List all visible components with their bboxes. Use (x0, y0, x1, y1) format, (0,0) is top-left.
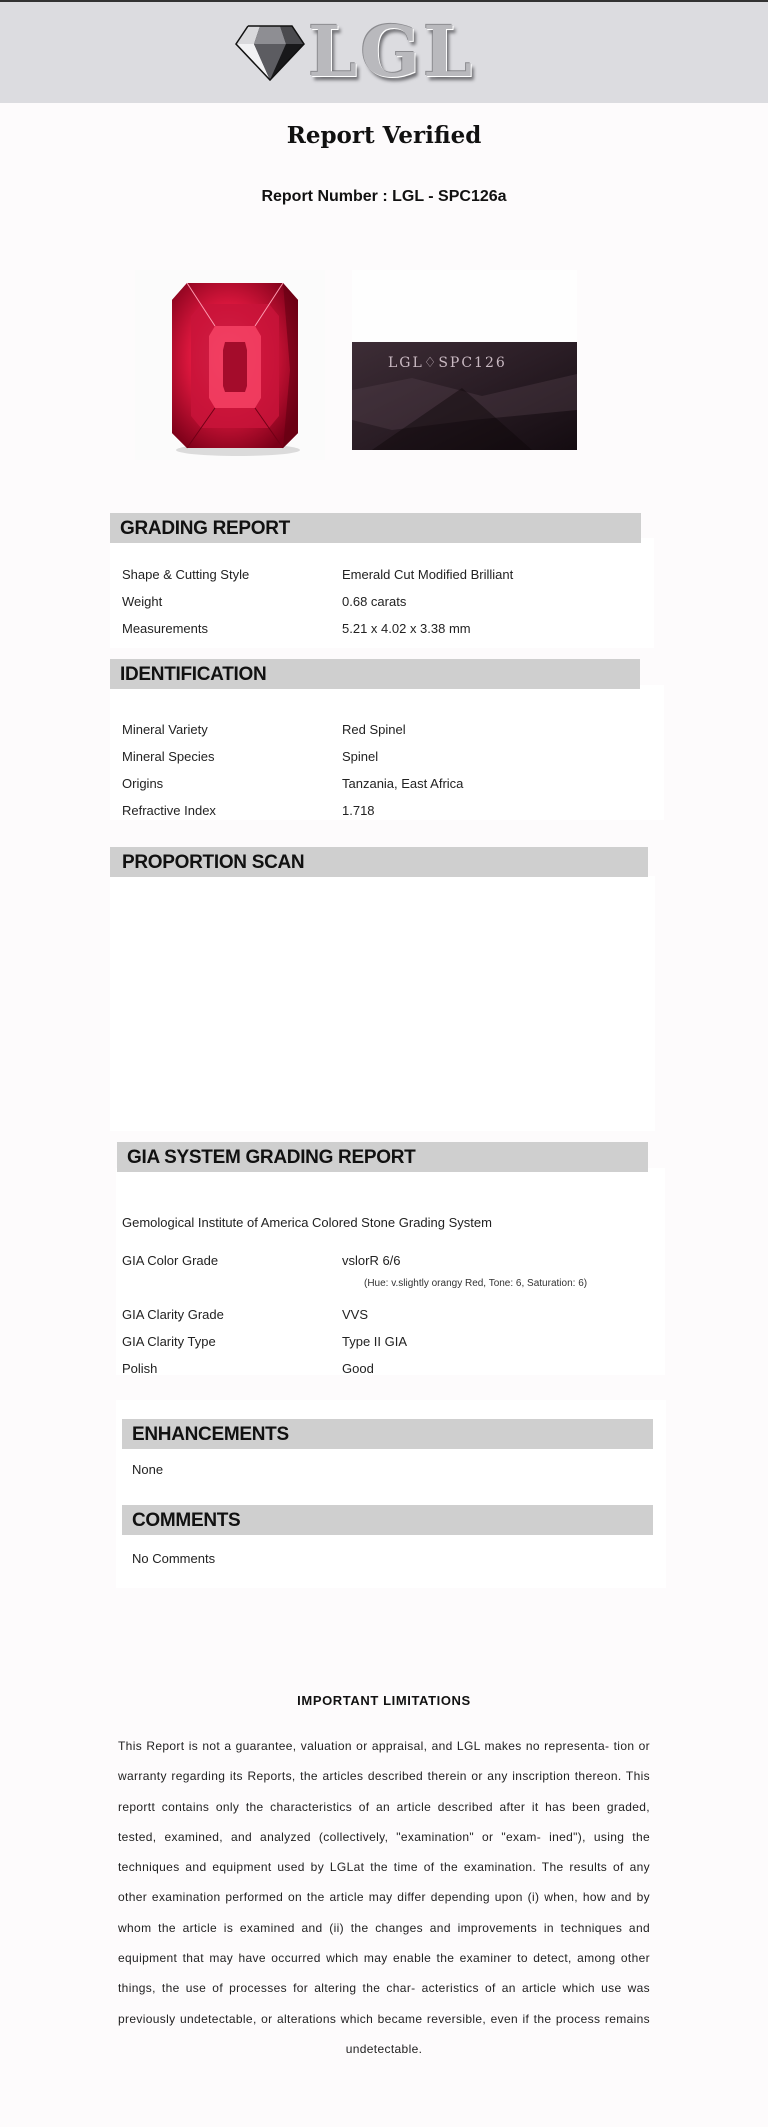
enhancements-value: None (132, 1462, 164, 1477)
row-label: Weight (122, 594, 163, 609)
gia-report-header: GIA SYSTEM GRADING REPORT (117, 1142, 648, 1172)
identification-header: IDENTIFICATION (110, 659, 640, 689)
gia-system-intro: Gemological Institute of America Colored Stone Grading System (122, 1215, 492, 1230)
limitations-text: This Report is not a guarantee, valuation or appraisal, and LGL makes no representa- tion or warranty regarding its Reports, the articles described therein or any inscription thereon. This reportt contains only the characteristics of an article described after it has been graded, tested, examined, and analyzed (collectively, "examination" or "exam- ined"), using the techniques and equipment used by LGLat the time of the examination. The results of any other examination performed on the article may differ depending upon (i) when, how and by whom the article is examined and (ii) the changes and improvements in techniques and equipment that may have occurred which may enable the examiner to detect, among other things, the use of processes for altering the char- acteristics of an article which use was previously undetectable, or alterations which became reversible, even if the process remains undetectable. (118, 1739, 650, 2056)
color-grade-note: (Hue: v.slightly orangy Red, Tone: 6, Saturation: 6) (364, 1278, 588, 1289)
enhancements-header: ENHANCEMENTS (122, 1419, 653, 1449)
row-value: VVS (342, 1307, 369, 1322)
row-value: Spinel (342, 749, 379, 764)
row-value: vslorR 6/6 (342, 1253, 401, 1268)
row-label: GIA Color Grade (122, 1253, 219, 1268)
header-bar (0, 2, 768, 103)
row-value: Emerald Cut Modified Brilliant (342, 567, 514, 582)
logo-text: LGL (308, 10, 476, 93)
row-label: Polish (122, 1361, 158, 1376)
row-label: Mineral Species (122, 749, 215, 764)
grading-report-header: GRADING REPORT (110, 513, 641, 543)
limitations-title: IMPORTANT LIMITATIONS (297, 1693, 471, 1708)
page-title: Report Verified (286, 122, 482, 149)
row-label: Shape & Cutting Style (122, 567, 250, 582)
comments-header: COMMENTS (122, 1505, 653, 1535)
row-value: Type II GIA (342, 1334, 408, 1349)
proportion-scan-area (110, 876, 655, 1131)
report-number: Report Number : LGL - SPC126a (261, 188, 507, 205)
proportion-scan-header: PROPORTION SCAN (110, 847, 648, 877)
diamond-icon (234, 20, 306, 82)
row-label: Mineral Variety (122, 722, 208, 737)
row-label: Measurements (122, 621, 208, 636)
row-value: Red Spinel (342, 722, 406, 737)
gem-photo (135, 270, 325, 460)
inscription-text: LGL♢SPC126 (388, 355, 507, 371)
row-label: Origins (122, 776, 164, 791)
row-value: 1.718 (342, 803, 375, 818)
row-value: Tanzania, East Africa (342, 776, 464, 791)
lgl-logo[interactable] (234, 10, 494, 93)
comments-value: No Comments (132, 1551, 216, 1566)
row-label: GIA Clarity Type (122, 1334, 216, 1349)
inscription-photo (352, 270, 577, 450)
row-label: Refractive Index (122, 803, 216, 818)
row-value: Good (342, 1361, 374, 1376)
row-label: GIA Clarity Grade (122, 1307, 224, 1322)
row-value: 0.68 carats (342, 594, 407, 609)
row-value: 5.21 x 4.02 x 3.38 mm (342, 621, 471, 636)
